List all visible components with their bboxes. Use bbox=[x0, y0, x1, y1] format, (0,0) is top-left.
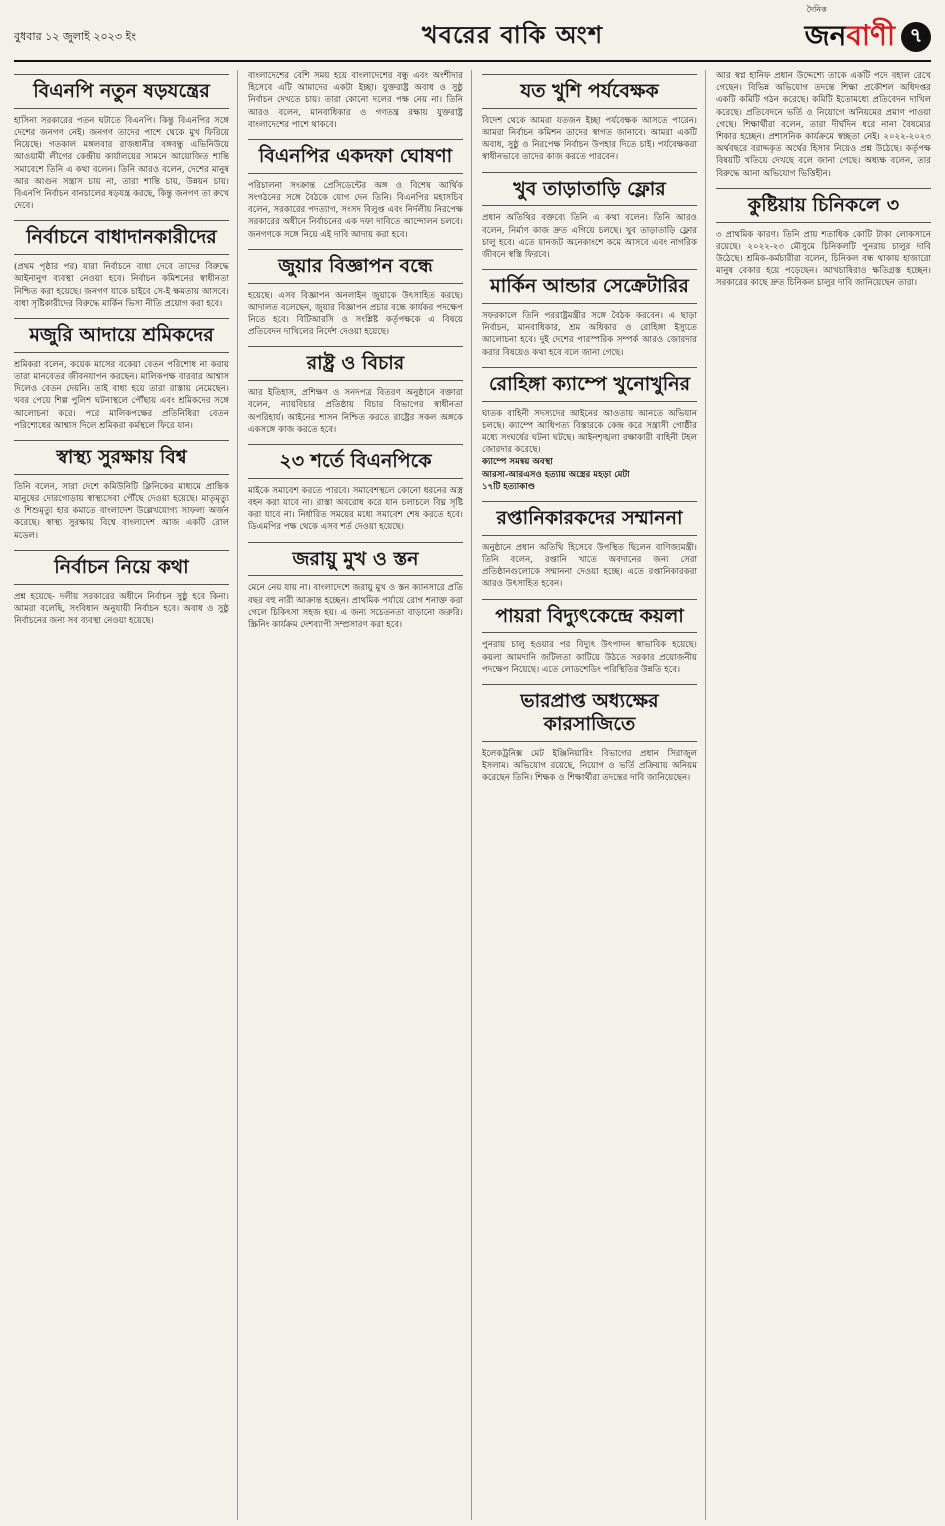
article-body: প্রশ্ন হয়েছে- দলীয় সরকারের অধীনে নির্বাচন সুষ্ঠু হবে কিনা। আমরা বলেছি, সংবিধান অনুযায়ী নির্বাচন হবে। অবাধ ও সুষ্ঠু নির্বাচনের জন্য সব ব্যবস্থা নেওয়া হয়েছে। bbox=[14, 591, 229, 627]
article-kushtia bbox=[716, 188, 931, 290]
article-obstructors bbox=[14, 220, 229, 310]
logo-left: জন bbox=[804, 18, 847, 52]
article-flyover bbox=[482, 172, 697, 262]
article-body: মেনে নেয় যায় না। বাংলাদেশে জরায়ু মুখ ও স্তন ক্যানসারে প্রতি বছর বহু নারী আক্রান্ত হচ্ছেন। প্রাথমিক পর্যায়ে রোগ শনাক্ত করা গেলে চিকিৎসা সহজ হয়। এ জন্য সচেতনতা বাড়ানো জরুরি। স্ক্রিনিং কার্যক্রম দেশব্যাপী সম্প্রসারণ করা হবে। bbox=[248, 583, 463, 631]
article-wage-workers bbox=[14, 318, 229, 432]
article-body: শ্রমিকরা বলেন, কয়েক মাসের বকেয়া বেতন পরিশোধ না করায় তারা মানবেতর জীবনযাপন করছেন। মালিকপক্ষ বারবার আশ্বাস দিলেও বেতন দেয়নি। তাই বাধ্য হয়ে তারা রাস্তায় নেমেছেন। খবর পেয়ে শিল্প পুলিশ ঘটনাস্থলে পৌঁছায় এবং শ্রমিকদের সঙ্গে আলোচনা করে। পরে মালিকপক্ষের প্রতিনিধিরা বেতন পরিশোধের আশ্বাস দিলে শ্রমিকরা কর্মস্থলে ফিরে যান। bbox=[14, 359, 229, 431]
headline: বিএনপির একদফা ঘোষণা bbox=[248, 139, 463, 174]
article-bnp-foreign bbox=[248, 70, 463, 131]
article-exporters bbox=[482, 501, 697, 591]
article-observers bbox=[482, 74, 697, 164]
article-body: তিনি বলেন, সারা দেশে কমিউনিটি ক্লিনিকের মাধ্যমে প্রান্তিক মানুষের দোরগোড়ায় স্বাস্থ্যসেবা পৌঁছে দেওয়া হয়েছে। মাতৃমৃত্যু ও শিশুমৃত্যু হার কমাতে বাংলাদেশ উল্লেখযোগ্য সাফল্য অর্জন করেছে। স্বাস্থ্য সুরক্ষায় বিশ্বে বাংলাদেশ আজ একটি রোল মডেল। bbox=[14, 481, 229, 541]
article-principal bbox=[482, 684, 697, 784]
article-election-talk bbox=[14, 550, 229, 627]
article-body: আর ইতিহাস, প্রশিক্ষণ ও সনদপত্র বিতরণ অনুষ্ঠানে বক্তারা বলেন, ন্যায়বিচার প্রতিষ্ঠায় বিচার বিভাগের স্বাধীনতা অপরিহার্য। আইনের শাসন নিশ্চিত করতে রাষ্ট্রের সকল অঙ্গকে একসঙ্গে কাজ করতে হবে। bbox=[248, 388, 463, 435]
article-rohingya bbox=[482, 367, 697, 493]
subheading: ক্যাম্পে সমন্বয় অবস্থা bbox=[482, 457, 553, 468]
article-gambling bbox=[248, 249, 463, 339]
article-body: প্রধান অতিথির বক্তব্যে তিনি এ কথা বলেন। তিনি আরও বলেন, নির্মাণ কাজ দ্রুত এগিয়ে চলছে। খুব তাড়াতাড়ি ফ্লোর চালু হবে। এতে যানজট অনেকাংশে কমে আসবে এবং নাগরিক জীবনে স্বস্তি ফিরবে। bbox=[482, 213, 697, 261]
subheading: আরসা-আরএসও হত্যায় অস্ত্রের মহড়া মেটা bbox=[482, 469, 630, 480]
article-col4-continuation bbox=[716, 70, 931, 180]
headline: ২৩ শর্তে বিএনপিকে bbox=[248, 444, 463, 479]
article-bnp-one-point bbox=[248, 139, 463, 241]
article-body: ঘাতক বাহিনী সদস্যদের আইনের আওতায় আনতে অভিযান চলছে। ক্যাম্পে আধিপত্য বিস্তারকে কেন্দ্র করে সন্ত্রাসী গোষ্ঠীর মধ্যে সংঘর্ষের ঘটনা ঘটছে। আইনশৃঙ্খলা রক্ষাকারী বাহিনী টহল জোরদার করেছে। bbox=[482, 408, 697, 456]
headline: যত খুশি পর্যবেক্ষক bbox=[482, 74, 697, 109]
article-body: পুনরায় চালু হওয়ার পর বিদ্যুৎ উৎপাদন স্বাভাবিক হয়েছে। কয়লা আমদানি জটিলতা কাটিয়ে উঠতে সরকার প্রয়োজনীয় পদক্ষেপ নিয়েছে। এতে লোডশেডিং পরিস্থিতির উন্নতি হবে। bbox=[482, 640, 697, 675]
headline: নির্বাচন নিয়ে কথা bbox=[14, 550, 229, 585]
headline: রপ্তানিকারকদের সম্মাননা bbox=[482, 501, 697, 536]
headline: জুয়ার বিজ্ঞাপন বন্ধে bbox=[248, 249, 463, 284]
article-body: হয়েছে। এসব বিজ্ঞাপন অনলাইন জুয়াকে উৎসাহিত করছে। আদালত বলেছেন, জুয়ার বিজ্ঞাপন প্রচার বন্ধে কার্যকর পদক্ষেপ নিতে হবে। বিটিআরসি ও সংশ্লিষ্ট কর্তৃপক্ষকে এ বিষয়ে প্রতিবেদন দাখিলের নির্দেশ দেওয়া হয়েছে। bbox=[248, 290, 463, 338]
logo-right: বাণী bbox=[846, 18, 895, 52]
logo-wordmark bbox=[804, 4, 895, 61]
article-body: আর স্বপ্ন হানিফ প্রধান উদ্দেশ্যে তাকে একটি পদে বহাল রেখে গেছেন। বিভিন্ন অভিযোগ তদন্তে শিক্ষা প্রকৌশল অধিদপ্তর একটি কমিটি গঠন করেছে। কমিটি ইতোমধ্যে প্রতিবেদন দাখিল করেছে। প্রতিবেদনে ভর্তি ও নিয়োগে অনিয়মের প্রমাণ পাওয়া গেছে। শিক্ষার্থীরা বলেন, তারা দীর্ঘদিন ধরে নানা বৈষম্যের শিকার হচ্ছেন। প্রশাসনিক কার্যক্রমে স্বচ্ছতা নেই। ২০২২-২০২৩ অর্থবছরে বরাদ্দকৃত অর্থের হিসাব নিয়েও প্রশ্ন উঠেছে। কর্তৃপক্ষ বিষয়টি খতিয়ে দেখছে বলে জানা গেছে। অধ্যক্ষ বলেন, তার বিরুদ্ধে আনা অভিযোগ ভিত্তিহীন। bbox=[716, 71, 931, 179]
headline: রাষ্ট্র ও বিচার bbox=[248, 346, 463, 381]
article-body: সফরকালে তিনি পররাষ্ট্রমন্ত্রীর সঙ্গে বৈঠক করবেন। এ ছাড়া নির্বাচন, মানবাধিকার, শ্রম অধিকার ও রোহিঙ্গা ইস্যুতে আলোচনা হবে। দুই দেশের পারস্পরিক সম্পর্ক আরও জোরদার করার বিষয়েও কথা হবে বলে জানা গেছে। bbox=[482, 311, 697, 358]
article-payra bbox=[482, 599, 697, 676]
section-title: খবরের বাকি অংশ bbox=[421, 21, 604, 49]
article-body: ইলেকট্রনিক্স মেট ইঞ্জিনিয়ারিং বিভাগের প্রধান সিরাজুল ইসলাম। অভিযোগ রয়েছে, নিয়োগ ও ভর্তি প্রক্রিয়ায় অনিয়ম করেছেন তিনি। শিক্ষক ও শিক্ষার্থীরা তদন্তের দাবি জানিয়েছেন। bbox=[482, 748, 697, 784]
article-state-justice bbox=[248, 346, 463, 436]
headline: ভারপ্রাপ্ত অধ্যক্ষের কারসাজিতে bbox=[482, 684, 697, 742]
subheading: ১৭টি হত্যাকাণ্ড bbox=[482, 481, 536, 492]
article-body: পরিচালনা সংক্রান্ত প্রেসিডেন্টের অঙ্গ ও বিশেষ আর্থিক সংগঠনের সঙ্গে বৈঠকে যোগ দেন তিনি। বিএনপির মহাসচিব বলেন, সরকারের পদত্যাগ, সংসদ বিলুপ্ত এবং নির্দলীয় নিরপেক্ষ সরকারের অধীনে নির্বাচনের এক দফা দাবিতে আন্দোলন চলবে। জনগণকে সঙ্গে নিয়ে এই দাবি আদায় করা হবে। bbox=[248, 180, 463, 240]
article-body: হাসিনা সরকারের পতন ঘটাতে বিএনপি। কিন্তু বিএনপির সঙ্গে দেশের জনগণ নেই। জনগণ তাদের পাশে থেকে মুখ ফিরিয়ে নিয়েছে। গতকাল মঙ্গলবার রাজধানীর বঙ্গবন্ধু এভিনিউয়ে আওয়ামী লীগের কেন্দ্রীয় কার্যালয়ের সামনে আয়োজিত শান্তি সমাবেশে তিনি এ কথা বলেন। তিনি আরও বলেন, দেশের মানুষ আর আগুন সন্ত্রাস চায় না, তারা শান্তি চায়, উন্নয়ন চায়। বিএনপি নির্বাচন বানচালের ষড়যন্ত্র করছে, কিন্তু জনগণ তা রুখে দেবে। bbox=[14, 115, 229, 212]
column-2 bbox=[248, 70, 472, 1520]
headline: নির্বাচনে বাধাদানকারীদের bbox=[14, 220, 229, 255]
article-us-under-secretary bbox=[482, 269, 697, 359]
article-uterus bbox=[248, 542, 463, 632]
page-number: ৭ bbox=[901, 22, 931, 52]
article-health-safety bbox=[14, 440, 229, 542]
headline: বিএনপি নতুন ষড়যন্ত্রের bbox=[14, 74, 229, 109]
article-body: ৩ প্রাথমিক কারণ। তিনি প্রায় শতাধিক কোটি টাকা লোকসানে রয়েছে। ২০২২-২৩ মৌসুমে চিনিকলটি পুনরায় চালুর দাবি উঠেছে। শ্রমিক-কর্মচারীরা বলেন, চিনিকল বন্ধ থাকায় হাজারো মানুষ বেকার হয়ে পড়েছেন। আখচাষিরাও ক্ষতিগ্রস্ত হচ্ছেন। সরকারের কাছে দ্রুত চিনিকল চালুর দাবি জানিয়েছেন তারা। bbox=[716, 229, 931, 289]
article-body: বিদেশ থেকে আমরা যতজন ইচ্ছা পর্যবেক্ষক আসতে পারেন। আমরা নির্বাচন কমিশন তাদের স্বাগত জানাবে। আমরা একটি অবাধ, সুষ্ঠু ও নিরপেক্ষ নির্বাচন উপহার দিতে চাই। পর্যবেক্ষকরা স্বাধীনভাবে তাদের কাজ করতে পারবেন। bbox=[482, 115, 697, 163]
headline: কুষ্টিয়ায় চিনিকলে ৩ bbox=[716, 188, 931, 223]
logo-small-text: দৈনিক bbox=[806, 4, 827, 14]
masthead bbox=[14, 4, 931, 62]
headline: পায়রা বিদ্যুৎকেন্দ্রে কয়লা bbox=[482, 599, 697, 634]
column-1 bbox=[14, 70, 238, 1520]
article-body: বাংলাদেশের বেশি সময় হয়ে বাংলাদেশের বন্ধু এবং অংশীদার হিসেবে এটি আমাদের একটা ইচ্ছা। যুক্তরাষ্ট্র অবাধ ও সুষ্ঠু নির্বাচন দেখতে চায়। তারা কোনো দলের পক্ষ নেয় না। তিনি আরও বলেন, মানবাধিকার ও গণতন্ত্র রক্ষায় যুক্তরাষ্ট্র বাংলাদেশের পাশে থাকবে। bbox=[248, 71, 463, 130]
article-body: (প্রথম পৃষ্ঠার পর) যারা নির্বাচনে বাধা দেবে তাদের বিরুদ্ধে আইনানুগ ব্যবস্থা নেওয়া হবে। নির্বাচন কমিশনের স্বাধীনতা নিশ্চিত করা হয়েছে। জনগণ যাকে চাইবে সে-ই ক্ষমতায় আসবে। বাধা সৃষ্টিকারীদের বিরুদ্ধে মার্কিন ভিসা নীতি প্রয়োগ করা হবে। bbox=[14, 262, 229, 309]
headline: খুব তাড়াতাড়ি ফ্লোর bbox=[482, 172, 697, 207]
headline: রোহিঙ্গা ক্যাম্পে খুনোখুনির bbox=[482, 367, 697, 402]
article-body: অনুষ্ঠানে প্রধান অতিথি হিসেবে উপস্থিত ছিলেন বাণিজ্যমন্ত্রী। তিনি বলেন, রপ্তানি খাতে অবদানের জন্য সেরা প্রতিষ্ঠানগুলোকে সম্মাননা দেওয়া হচ্ছে। এতে রপ্তানিকারকরা আরও উৎসাহিত হবেন। bbox=[482, 542, 697, 590]
headline: মজুরি আদায়ে শ্রমিকদের bbox=[14, 318, 229, 353]
headline: জরায়ু মুখ ও স্তন bbox=[248, 542, 463, 577]
column-4 bbox=[716, 70, 931, 1520]
column-3 bbox=[482, 70, 706, 1520]
article-body: মাইকে সমাবেশ করতে পারবে। সমাবেশস্থলে কোনো ধরনের অস্ত্র বহন করা যাবে না। রাস্তা অবরোধ করে যান চলাচলে বিঘ্ন সৃষ্টি করা যাবে না। নির্ধারিত সময়ের মধ্যে সমাবেশ শেষ করতে হবে। ডিএমপির পক্ষ থেকে এসব শর্ত দেওয়া হয়েছে। bbox=[248, 485, 463, 533]
article-bnp-23 bbox=[248, 444, 463, 534]
publication-date: বুধবার ১২ জুলাই ২০২৩ ইং bbox=[14, 29, 136, 43]
article-bnp-plot bbox=[14, 74, 229, 212]
headline: মার্কিন আন্ডার সেক্রেটারির bbox=[482, 269, 697, 304]
newspaper-logo bbox=[761, 4, 931, 61]
headline: স্বাস্থ্য সুরক্ষায় বিশ্ব bbox=[14, 440, 229, 475]
